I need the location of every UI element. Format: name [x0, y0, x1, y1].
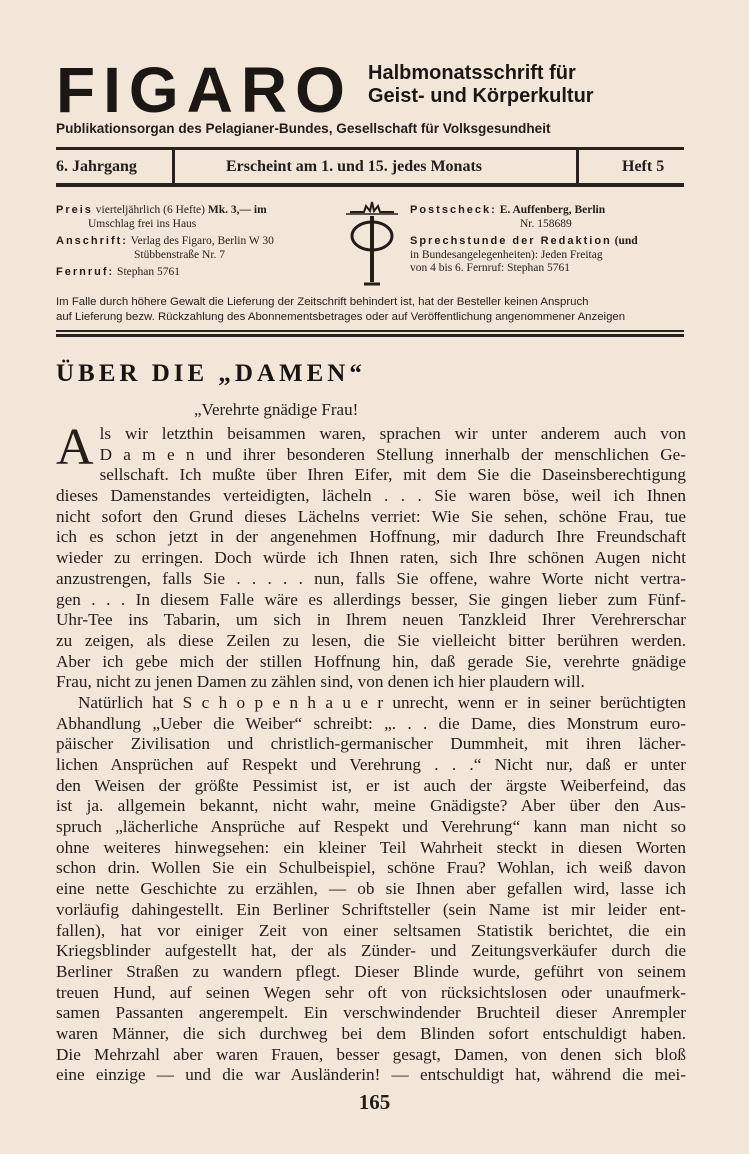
info-divider: [576, 150, 579, 186]
info-bar: [56, 150, 684, 186]
details-right-column: [410, 204, 690, 280]
text-line: dieses Damenstandes verteidigten, lächeln . . . Sie waren böse, weil ich Ihnen: [56, 486, 686, 506]
subscription-details: [56, 200, 686, 292]
text-line: treuen Hund, auf seinen Wegen sehr oft von rücksichtslosen oder unaufmerk-: [56, 982, 686, 1002]
notice-line-2: auf Lieferung bezw. Rückzahlung des Abonnementsbetrages oder auf Veröffentlichung angenommener Anzeigen: [56, 311, 626, 323]
text-line: Die Mehrzahl aber waren Frauen, besser gesagt, Damen, von denen sich bloß: [56, 1044, 686, 1064]
page-number: 165: [358, 1090, 391, 1114]
notice-line-1: Im Falle durch höhere Gewalt die Lieferung der Zeitschrift behindert ist, hat der Besteller keinen Anspruch: [56, 296, 589, 308]
details-left-column: [56, 204, 346, 284]
text-line: nicht sofort den Grund dieses Lächelns verriet: Wie Sie sehen, schöne Frau, tue: [56, 506, 686, 526]
figaro-emblem-icon: [344, 200, 400, 292]
office-hours-line-2: in Bundesangelegenheiten): Jeden Freitag: [410, 248, 603, 261]
text-line: spruch „lächerliche Ansprüche auf Respekt und Verehrung“ kann man nicht so: [56, 817, 686, 837]
postcheck-label: Postscheck:: [410, 204, 497, 216]
masthead: [56, 54, 686, 126]
text-line: ls wir letzthin beisammen waren, sprachen wir unter anderem auch von: [99, 424, 686, 443]
phone-value: Stephan 5761: [117, 266, 180, 278]
address-line-1: Verlag des Figaro, Berlin W 30: [130, 235, 274, 247]
schedule-label: Erscheint am 1. und 15. jedes Monats: [226, 158, 483, 175]
postcheck-value: E. Auffenberg, Berlin: [499, 204, 606, 216]
publication-line: Publikationsorgan des Pelagianer-Bundes, Gesellschaft für Volksgesundheit: [56, 121, 551, 136]
text-line: ich es schon jetzt in der angenehmen Hoffnung, mir dadurch Ihre Freundschaft: [56, 527, 686, 547]
price-label: Preis: [56, 204, 93, 216]
text-line: schon drin. Wollen Sie ein Schulbeispiel, schöne Frau? Wohlan, ich weiß davon: [56, 858, 686, 878]
text-line: vorläufig dahingestellt. Ein Berliner Schriftsteller (sein Name ist mir leider ent-: [56, 899, 686, 919]
text-line: anzustrengen, falls Sie . . . . . nun, falls Sie offene, wahre Worte nicht vertra-: [56, 568, 686, 588]
info-divider: [172, 150, 175, 186]
text-line: D a m e n und ihrer besonderen Stellung innerhalb der menschlichen Ge-: [99, 444, 686, 464]
text-line: wieder zu erringen. Doch würde ich Ihnen raten, sich Ihre schönen Augen nicht: [56, 548, 686, 568]
price-note: Umschlag frei ins Haus: [88, 217, 197, 230]
text-line: den Weisen der größte Pessimist ist, er ist auch der ärgste Weiberfeind, das: [56, 775, 686, 795]
magazine-logo: FIGARO: [56, 54, 353, 126]
text-line: ohne weiteres hinwegsehen: ein kleiner Teil Wahrheit steckt in diesen Worten: [56, 837, 686, 857]
text-line: päischer Zivilisation und christlich-germanischer Dummheit, mit ihren lächer-: [56, 734, 686, 754]
drop-cap: A: [56, 419, 94, 476]
volume-label: 6. Jahrgang: [56, 158, 137, 175]
text-line: gen . . . In diesem Falle wäre es allerdings besser, Sie gingen lieber zum Fünf-: [56, 589, 686, 609]
text-line: Uhr-Tee ins Tabarin, um sich in Ihrem neuen Tanzkleid Ihrer Verehrerschar: [56, 610, 686, 630]
office-hours-line-3: von 4 bis 6. Fernruf: Stephan 5761: [410, 262, 571, 274]
article-body: [56, 419, 686, 1086]
price-text: vierteljährlich (6 Hefte): [95, 204, 205, 216]
text-line: Aber ich gebe mich der stillen Hoffnung hin, daß gerade Sie, verehrte gnädige: [56, 651, 686, 671]
text-line: fallen), hat vor einiger Zeit von einer seltsamen Statistik berichtet, die ein: [56, 920, 686, 940]
text-line: waren Männer, die sich durchweg bei dem Blinden sofort entschuldigt haben.: [56, 1023, 686, 1043]
text-line: Frau, nicht zu jenen Damen zu zählen sind, von denen ich hier plaudern will.: [56, 672, 585, 692]
price-value: Mk. 3,— im: [207, 204, 267, 216]
text-line: Berliner Straßen zu wandern pflegt. Dieser Blinde wurde, geführt von seinem: [56, 961, 686, 981]
text-line: Abhandlung „Ueber die Weiber“ schreibt: „. . . die Dame, dies Monstrum euro-: [56, 713, 686, 733]
office-hours-label: Sprechstunde der Redaktion: [410, 235, 612, 247]
phone-label: Fernruf:: [56, 266, 115, 278]
bottom-rule-double: [56, 334, 684, 337]
article-heading: ÜBER DIE „DAMEN“: [56, 360, 366, 387]
text-line: Natürlich hat S c h o p e n h a u e r unrecht, wenn er in seiner berüchtigten: [78, 692, 686, 712]
delivery-notice: [56, 295, 696, 325]
article-salutation: „Verehrte gnädige Frau!: [194, 400, 359, 419]
address-line-2: Stübbenstraße Nr. 7: [134, 248, 226, 261]
subtitle-line-1: Halbmonatsschrift für: [368, 62, 576, 84]
magazine-subtitle: [368, 62, 698, 108]
text-line: ist ja. allgemein bekannt, nicht wahr, meine Gnädigste? Aber über den Aus-: [56, 796, 686, 816]
office-hours-open: (und: [614, 235, 638, 247]
postcheck-number: Nr. 158689: [520, 217, 572, 230]
text-line: eine einzige — und die war Ausländerin! — entschuldigt hat, während die mei-: [56, 1065, 686, 1085]
text-line: lichen Ansprüchen auf Respekt und Verehrung . . .“ Nicht nur, daß er unter: [56, 755, 686, 774]
text-line: samen Passanten angerempelt. Ein verschwindender Bruchteil dieser Anrempler: [56, 1003, 686, 1023]
text-line: sellschaft. Ich mußte über Ihren Eifer, mit dem Sie die Daseinsberechtigung: [99, 465, 686, 485]
address-label: Anschrift:: [56, 235, 128, 247]
text-line: zu zeigen, als diese Zeilen zu lesen, die Sie vielleicht bitter berühren werden.: [56, 630, 686, 650]
text-line: Kriegsblinder aufgestellt hat, der als Zünder- und Zeitungsverkäufer durch die: [56, 941, 686, 961]
info-rule: [56, 183, 684, 187]
text-line: eine nette Geschichte zu erzählen, — ob sie Ihnen aber gefallen wird, lasse ich: [56, 879, 686, 899]
subtitle-line-2: Geist- und Körperkultur: [368, 85, 594, 107]
bottom-rule: [56, 330, 684, 332]
issue-label: Heft 5: [622, 158, 665, 175]
